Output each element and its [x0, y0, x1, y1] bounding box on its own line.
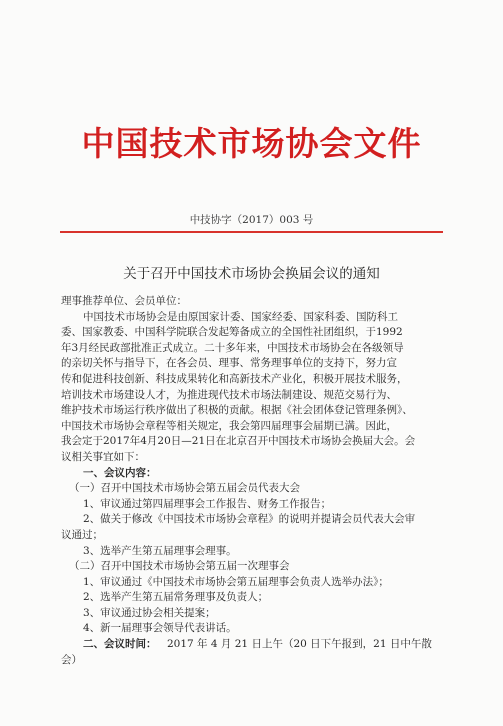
meeting-time-continuation: 会）: [61, 653, 82, 666]
section-heading-meeting-time: 二、会议时间：: [83, 638, 157, 651]
subsection-heading: （一）召开中国技术市场协会第五届会员代表大会: [69, 482, 300, 495]
body-paragraph-line: 传和促进科技创新、科技成果转化和高新技术产业化，积极开展技术服务，: [61, 372, 408, 385]
list-item: 2、做关于修改《中国技术市场协会章程》的说明并提请会员代表大会审: [83, 513, 416, 526]
body-paragraph-line: 议相关事宜如下：: [61, 450, 145, 463]
red-divider-line: [60, 231, 443, 233]
body-paragraph-line: 中国技术市场协会是由原国家计委、国家经委、国家科委、国防科工: [83, 310, 398, 323]
meeting-time-value: 2017 年 4 月 21 日上午（20 日下午报到，21 日中午散: [167, 638, 432, 651]
subsection-heading: （二）召开中国技术市场协会第五届一次理事会: [69, 560, 290, 573]
notice-title: 关于召开中国技术市场协会换届会议的通知: [123, 266, 380, 282]
body-paragraph-line: 的亲切关怀与指导下，在各会员、理事、常务理事单位的支持下，努力宣: [61, 357, 397, 370]
body-paragraph-line: 维护技术市场运行秩序做出了积极的贡献。根据《社会团体登记管理条例》、: [61, 404, 413, 417]
document-header-title: 中国技术市场协会文件: [81, 124, 422, 163]
body-paragraph-line: 年3月经民政部批准正式成立。二十多年来，中国技术市场协会在各级领导: [61, 341, 404, 354]
document-number: 中技协字（2017）003 号: [189, 214, 314, 226]
list-item-continuation: 议通过；: [61, 528, 103, 541]
body-paragraph-line: 中国技术市场协会章程等相关规定，我会第四届理事会届期已满。因此，: [61, 419, 397, 432]
list-item: 1、审议通过《中国技术市场协会第五届理事会负责人选举办法》；: [83, 575, 389, 588]
body-paragraph-line: 委、国家教委、中国科学院联合发起筹备成立的全国性社团组织，于1992: [61, 326, 403, 339]
section-heading-meeting-content: 一、会议内容：: [83, 466, 157, 479]
list-item: 4、新一届理事会领导代表讲话。: [83, 622, 237, 635]
document-body: [61, 294, 447, 668]
salutation: 理事推荐单位、会员单位：: [61, 295, 187, 307]
list-item: 1、审议通过第四届理事会工作报告、财务工作报告；: [83, 497, 332, 510]
meeting-time-line: [61, 637, 447, 653]
list-item: 2、选举产生第五届常务理事及负责人；: [83, 591, 269, 604]
list-item: 3、选举产生第五届理事会理事。: [83, 544, 237, 557]
list-item: 3、审议通过协会相关提案；: [83, 606, 216, 619]
body-paragraph-line: 培训技术市场建设人才，为推进现代技术市场法制建设、规范交易行为、: [61, 388, 397, 401]
body-paragraph-line: 我会定于2017年4月20日—21日在北京召开中国技术市场协会换届大会。会: [61, 435, 416, 448]
